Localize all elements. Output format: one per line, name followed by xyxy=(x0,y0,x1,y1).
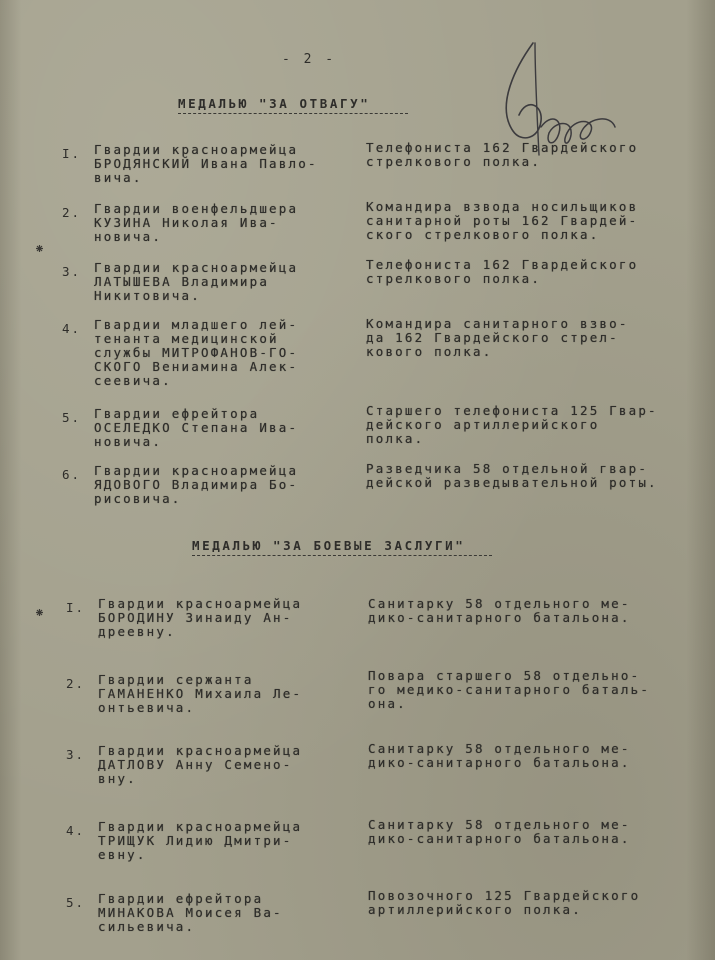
section-title-underline xyxy=(178,113,408,114)
entry-number: 2. xyxy=(66,676,86,691)
recipient-name: Гвардии красноармейца ЯДОВОГО Владимира Бо- рисовича. xyxy=(94,463,299,506)
recipient-name: Гвардии ефрейтора МИНАКОВА Моисея Ва- сильевича. xyxy=(98,891,283,934)
recipient-position: Телефониста 162 Гвардейского стрелкового полка. xyxy=(366,257,639,286)
entry-number: I. xyxy=(66,600,86,615)
entry-number: 3. xyxy=(62,264,82,279)
recipient-name: Гвардии сержанта ГАМАНЕНКО Михаила Ле- онтьевича. xyxy=(98,672,303,715)
recipient-position: Разведчика 58 отдельной гвар- дейской разведывательной роты. xyxy=(366,461,658,490)
entry-number: 5. xyxy=(66,895,86,910)
recipient-position: Телефониста 162 Гвардейского стрелкового полка. xyxy=(366,140,639,169)
entry-number: 4. xyxy=(66,823,86,838)
recipient-position: Старшего телефониста 125 Гвар- дейского артиллерийского полка. xyxy=(366,403,658,446)
recipient-position: Санитарку 58 отдельного ме- дико-санитарного батальона. xyxy=(368,741,631,770)
punch-hole-mark xyxy=(35,608,44,617)
recipient-name: Гвардии красноармейца БОРОДИНУ Зинаиду Ан- дреевну. xyxy=(98,596,303,639)
recipient-name: Гвардии красноармейца ДАТЛОВУ Анну Семено- вну. xyxy=(98,743,303,786)
recipient-name: Гвардии ефрейтора ОСЕЛЕДКО Степана Ива- новича. xyxy=(94,406,299,449)
entry-number: 6. xyxy=(62,467,82,482)
recipient-name: Гвардии военфельдшера КУЗИНА Николая Ива- новича. xyxy=(94,201,299,244)
entry-number: I. xyxy=(62,146,82,161)
recipient-position: Повозочного 125 Гвардейского артиллерийского полка. xyxy=(368,888,641,917)
entry-number: 2. xyxy=(62,205,82,220)
punch-hole-mark xyxy=(35,244,44,253)
recipient-position: Командира взвода носильщиков санитарной роты 162 Гвардей- ского стрелкового полка. xyxy=(366,199,639,242)
recipient-position: Санитарку 58 отдельного ме- дико-санитарного батальона. xyxy=(368,817,631,846)
section-title-underline xyxy=(192,555,492,556)
page-number: - 2 - xyxy=(282,52,337,67)
recipient-position: Санитарку 58 отдельного ме- дико-санитарного батальона. xyxy=(368,596,631,625)
section-title-bravery: МЕДАЛЬЮ "ЗА ОТВАГУ" xyxy=(178,96,371,111)
section-title-combat-merit: МЕДАЛЬЮ "ЗА БОЕВЫЕ ЗАСЛУГИ" xyxy=(192,538,466,553)
recipient-position: Повара старшего 58 отдельно- го медико-санитарного баталь- она. xyxy=(368,668,651,711)
entry-number: 5. xyxy=(62,410,82,425)
recipient-name: Гвардии красноармейца ЛАТЫШЕВА Владимира Никитовича. xyxy=(94,260,299,303)
entry-number: 3. xyxy=(66,747,86,762)
recipient-position: Командира санитарного взво- да 162 Гвардейского стрел- кового полка. xyxy=(366,316,629,359)
recipient-name: Гвардии красноармейца БРОДЯНСКИЙ Ивана Павло- вича. xyxy=(94,142,318,185)
recipient-name: Гвардии младшего лей- тенанта медицинской службы МИТРОФАНОВ-ГО- СКОГО Вениамина Алек- сеевича. xyxy=(94,317,299,388)
entry-number: 4. xyxy=(62,321,82,336)
recipient-name: Гвардии красноармейца ТРИЩУК Лидию Дмитри- евну. xyxy=(98,819,303,862)
